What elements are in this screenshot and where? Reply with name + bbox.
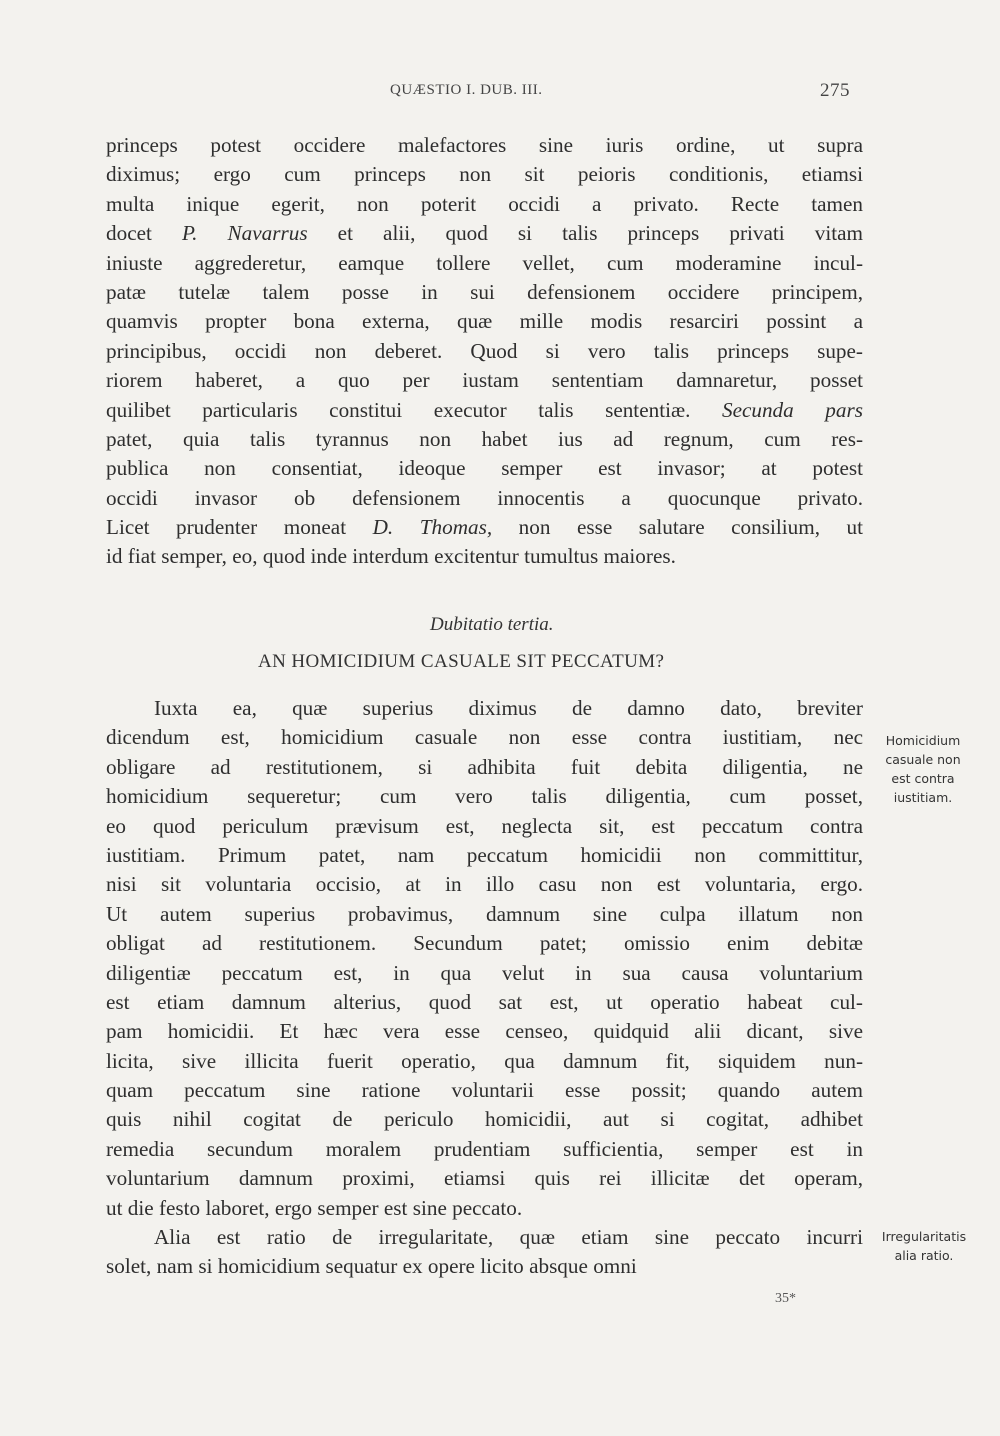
text-line: quamvis propter bona externa, quæ mille modis resarciri possint a <box>106 309 863 334</box>
text-line: Iuxta ea, quæ superius diximus de damno dato, breviter <box>154 696 863 720</box>
text-line: quis nihil cogitat de periculo homicidii, aut si cogitat, adhibet <box>106 1107 863 1132</box>
text-line: eo quod periculum prævisum est, neglecta sit, est peccatum contra <box>106 813 863 838</box>
text-line: homicidium sequeretur; cum vero talis diligentia, cum posset, <box>106 784 863 809</box>
italic-name: Secunda pars <box>721 397 863 422</box>
italic-name: P. Navarrus <box>181 221 308 246</box>
text-line: multa inique egerit, non poterit occidi a privato. Recte tamen <box>106 191 863 216</box>
text-line: patet, quia talis tyrannus non habet ius ad regnum, cum res- <box>106 426 863 451</box>
text-line: Alia est ratio de irregularitate, quæ etiam sine peccato incurri <box>154 1225 863 1250</box>
text-line: quam peccatum sine ratione voluntarii esse possit; quando autem <box>106 1078 863 1103</box>
text-line: solet, nam si homicidium sequatur ex opere licito absque omni <box>106 1254 637 1279</box>
text-line: docet P. Navarrus et alii, quod si talis princeps privati vitam <box>106 221 863 246</box>
margin-note-line: alia ratio. <box>894 1248 954 1263</box>
margin-note-line: casuale non <box>885 752 961 767</box>
running-header <box>0 80 1000 104</box>
signature-mark: 35* <box>775 1291 796 1306</box>
text-line: occidi invasor ob defensionem innocentis a quocunque privato. <box>106 485 863 510</box>
margin-note-line: Irregularitatis <box>881 1229 967 1244</box>
text-line: publica non consentiat, ideoque semper est invasor; at potest <box>106 456 863 481</box>
margin-note-line: iustitiam. <box>893 790 953 805</box>
text-line: obligare ad restitutionem, si adhibita fuit debita diligentia, ne <box>106 754 863 779</box>
text-line: voluntarium damnum proximi, etiamsi quis rei illicitæ det operam, <box>106 1166 863 1191</box>
text-line: quilibet particularis constitui executor talis sententiæ. Secunda pars <box>106 397 863 422</box>
margin-note-line: est contra <box>891 771 955 786</box>
text-line: iustitiam. Primum patet, nam peccatum homicidii non committitur, <box>106 842 863 867</box>
text-line: Ut autem superius probavimus, damnum sine culpa illatum non <box>106 901 863 926</box>
text-line: ut die festo laboret, ergo semper est sine peccato. <box>106 1195 523 1220</box>
text-line: est etiam damnum alterius, quod sat est, ut operatio habeat cul- <box>106 989 863 1014</box>
text-line: diligentiæ peccatum est, in qua velut in sua causa voluntarium <box>106 960 863 985</box>
text-line: patæ tutelæ talem posse in sui defensionem occidere principem, <box>106 279 863 304</box>
text-line: princeps potest occidere malefactores sine iuris ordine, ut supra <box>106 133 863 157</box>
text-line: pam homicidii. Et hæc vera esse censeo, quidquid alii dicant, sive <box>106 1019 863 1044</box>
margin-note-irregularitatis <box>864 1227 984 1265</box>
page-number: 275 <box>820 80 850 101</box>
text-line: remedia secundum moralem prudentiam sufficientia, semper est in <box>106 1136 863 1161</box>
section-title: AN HOMICIDIUM CASUALE SIT PECCATUM? <box>258 651 665 672</box>
text-line: licita, sive illicita fuerit operatio, qua damnum fit, siquidem nun- <box>106 1048 863 1073</box>
text-line: obligat ad restitutionem. Secundum patet; omissio enim debitæ <box>106 931 863 956</box>
text-line: diximus; ergo cum princeps non sit peioris conditionis, etiamsi <box>106 162 863 187</box>
running-title: QUÆSTIO I. DUB. III. <box>390 82 543 98</box>
text-line: nisi sit voluntaria occisio, at in illo casu non est voluntaria, ergo. <box>106 872 863 897</box>
italic-name: D. Thomas, <box>372 515 493 540</box>
margin-note-homicidium <box>868 731 978 807</box>
section-subtitle-text: Dubitatio tertia. <box>430 614 554 635</box>
text-line: riorem haberet, a quo per iustam sententiam damnaretur, posset <box>106 368 863 393</box>
text-line: Licet prudenter moneat D. Thomas, non esse salutare consilium, ut <box>106 515 864 540</box>
text-line: iniuste aggrederetur, eamque tollere vellet, cum moderamine incul- <box>106 250 863 275</box>
body-text-block-1 <box>106 131 863 572</box>
text-line: id fiat semper, eo, quod inde interdum excitentur tumultus maiores. <box>106 544 676 569</box>
text-line: principibus, occidi non deberet. Quod si vero talis princeps supe- <box>106 338 863 363</box>
text-line: dicendum est, homicidium casuale non esse contra iustitiam, nec <box>106 725 863 750</box>
body-text-block-2 <box>106 694 863 1282</box>
margin-note-line: Homicidium <box>885 733 961 748</box>
